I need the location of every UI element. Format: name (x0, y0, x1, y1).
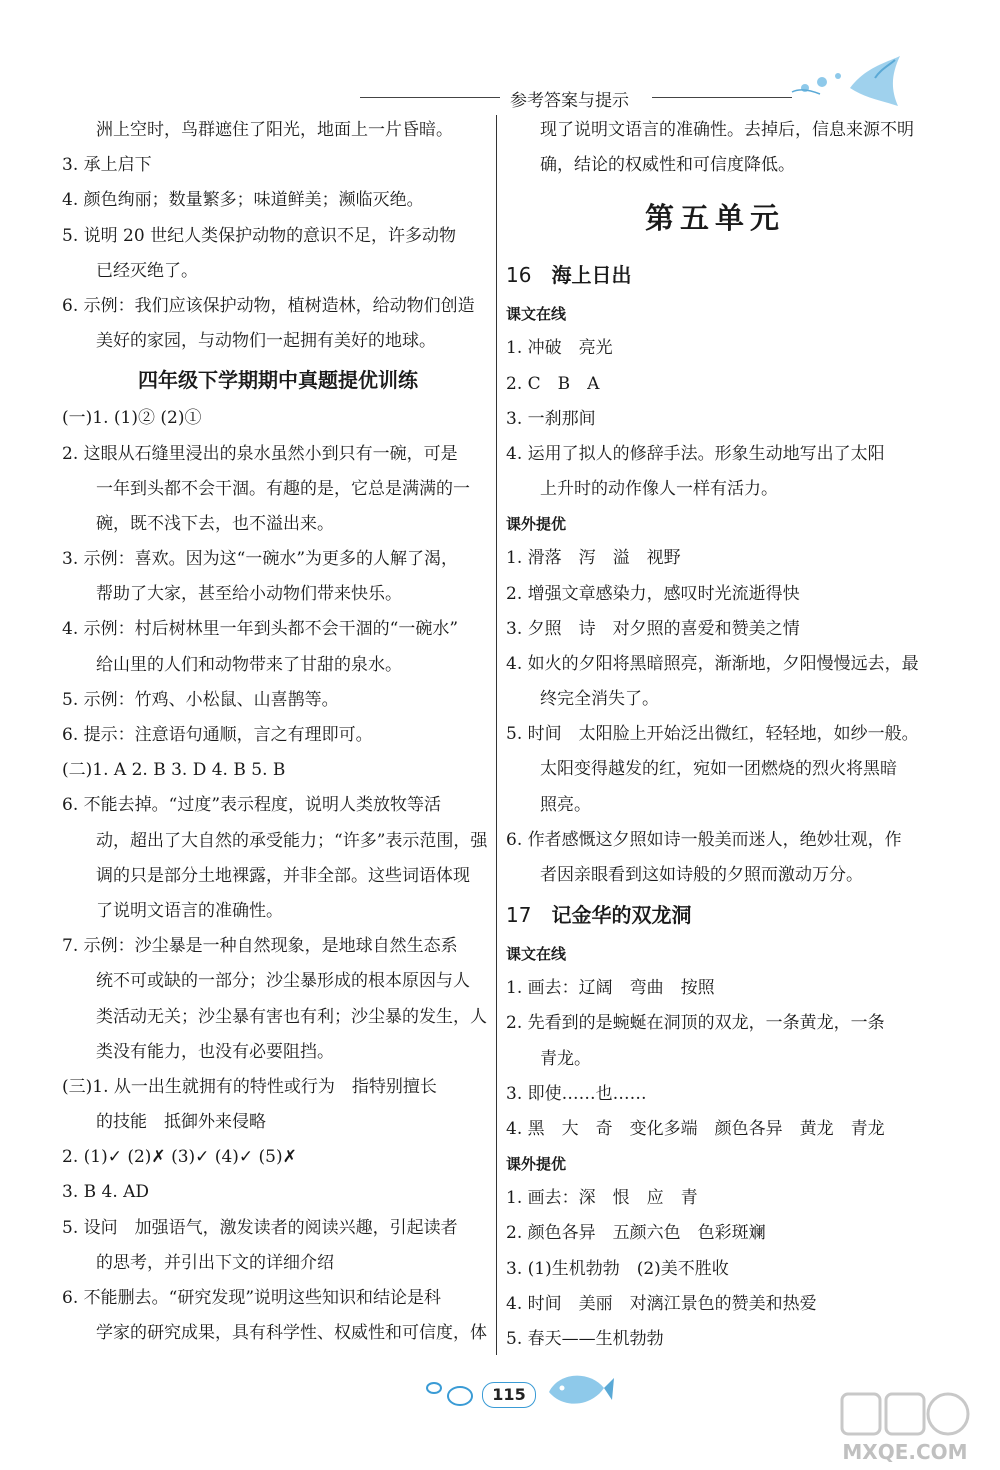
answer-line: 2. C B A (506, 373, 600, 394)
answer-line: (一)1. (1)② (2)① (62, 408, 202, 429)
answer-line: 上升时的动作像人一样有活力。 (540, 479, 778, 500)
answer-line: 了说明文语言的准确性。 (96, 900, 283, 921)
answer-line: 2. 这眼从石缝里浸出的泉水虽然小到只有一碗，可是 (62, 443, 458, 464)
answer-line: 7. 示例：沙尘暴是一种自然现象，是地球自然生态系 (62, 936, 458, 957)
answer-line: 4. 示例：村后树林里一年到头都不会干涸的“一碗水” (62, 619, 459, 640)
answer-line: 帮助了大家，甚至给小动物们带来快乐。 (96, 584, 402, 605)
page-number: 115 (482, 1382, 536, 1408)
page-header (360, 86, 800, 110)
header-title: 参考答案与提示 (510, 91, 629, 111)
answer-line: 6. 不能删去。“研究发现”说明这些知识和结论是科 (62, 1288, 442, 1308)
answer-line: 3. 示例：喜欢。因为这“一碗水”为更多的人解了渴， (62, 549, 459, 570)
answer-line: 5. 时间 太阳脸上开始泛出微红，轻轻地，如纱一般。 (506, 724, 919, 745)
page-footer (420, 1362, 620, 1422)
section-title: 四年级下学期期中真题提优训练 (138, 368, 418, 393)
answer-line: 3. 一刹那间 (506, 408, 596, 429)
answer-line: 5. 设问 加强语气，激发读者的阅读兴趣，引起读者 (62, 1217, 458, 1238)
answer-line: 青龙。 (540, 1048, 591, 1069)
header-rule-left (360, 97, 500, 98)
answer-line: (三)1. 从一出生就拥有的特性或行为 指特别擅长 (62, 1076, 437, 1097)
section-heading: 课文在线 (506, 305, 567, 324)
answer-line: 照亮。 (540, 794, 591, 815)
answer-line: 5. 说明 20 世纪人类保护动物的意识不足，许多动物 (62, 225, 457, 246)
answer-line: 给山里的人们和动物带来了甘甜的泉水。 (96, 654, 402, 675)
lesson-name: 记金华的双龙洞 (551, 903, 692, 928)
answer-line: 动，超出了大自然的承受能力；“许多”表示范围，强 (96, 830, 488, 851)
watermark-text: MXQE.COM (842, 1440, 968, 1464)
answer-line: 5. 示例：竹鸡、小松鼠、山喜鹊等。 (62, 689, 339, 710)
answer-line: 4. 如火的夕阳将黑暗照亮，渐渐地，夕阳慢慢远去，最 (506, 653, 919, 674)
lesson-number: 17 (506, 903, 532, 928)
right-column (506, 113, 924, 1357)
answer-line: 2. (1)✓ (2)✗ (3)✓ (4)✓ (5)✗ (62, 1147, 297, 1168)
answer-line: 学家的研究成果，具有科学性、权威性和可信度，体 (96, 1323, 487, 1344)
fish-decoration-icon (780, 48, 910, 118)
answer-line: 1. 滑落 泻 溢 视野 (506, 548, 681, 569)
answer-line: 调的只是部分土地裸露，并非全部。这些词语体现 (96, 865, 470, 886)
answer-line: 4. 时间 美丽 对漓江景色的赞美和热爱 (506, 1293, 817, 1314)
answer-line: 已经灭绝了。 (96, 260, 198, 281)
answer-line: 1. 冲破 亮光 (506, 338, 613, 359)
left-column (62, 113, 494, 1351)
answer-line: 6. 作者感慨这夕照如诗一般美而迷人，绝妙壮观，作 (506, 829, 902, 850)
answer-line: 2. 颜色各异 五颜六色 色彩斑斓 (506, 1223, 766, 1244)
answer-line: 2. 先看到的是蜿蜒在洞顶的双龙，一条黄龙，一条 (506, 1013, 885, 1034)
answer-line: 的思考，并引出下文的详细介绍 (96, 1252, 334, 1273)
text-line: 确，结论的权威性和可信度降低。 (540, 155, 795, 176)
text-line: 现了说明文语言的准确性。去掉后，信息来源不明 (540, 120, 914, 140)
answer-line: 一年到头都不会干涸。有趣的是，它总是满满的一 (96, 478, 470, 499)
section-heading: 课外提优 (506, 515, 567, 534)
bubbles-icon (420, 1376, 480, 1410)
watermark-logo-icon (840, 1388, 970, 1440)
lesson-name: 海上日出 (551, 263, 632, 288)
answer-line: 终完全消失了。 (540, 689, 659, 710)
header-rule-right (652, 97, 792, 98)
answer-line: 太阳变得越发的红，宛如一团燃烧的烈火将黑暗 (540, 759, 897, 780)
answer-line: 6. 示例：我们应该保护动物，植树造林，给动物们创造 (62, 295, 475, 316)
answer-line: 3. 即使……也…… (506, 1083, 647, 1104)
answer-line: 洲上空时，鸟群遮住了阳光，地面上一片昏暗。 (96, 120, 453, 140)
answer-line: 类没有能力，也没有必要阻挡。 (96, 1041, 334, 1062)
answer-line: (二)1. A 2. B 3. D 4. B 5. B (62, 760, 286, 781)
section-heading: 课外提优 (506, 1155, 567, 1174)
answer-line: 6. 不能去掉。“过度”表示程度，说明人类放牧等活 (62, 795, 442, 816)
answer-line: 碗，既不浅下去，也不溢出来。 (96, 513, 334, 534)
answer-line: 美好的家园，与动物们一起拥有美好的地球。 (96, 331, 436, 352)
lesson-number: 16 (506, 263, 532, 288)
answer-line: 3. B 4. AD (62, 1182, 150, 1203)
answer-line: 类活动无关；沙尘暴有害也有利；沙尘暴的发生，人 (96, 1006, 487, 1027)
answer-line: 4. 颜色绚丽；数量繁多；味道鲜美；濒临灭绝。 (62, 190, 424, 211)
answer-line: 统不可或缺的一部分；沙尘暴形成的根本原因与人 (96, 971, 470, 992)
answer-line: 3. 夕照 诗 对夕照的喜爱和赞美之情 (506, 618, 800, 639)
fish-decoration-icon (544, 1366, 614, 1416)
answer-line: 1. 画去：深 恨 应 青 (506, 1188, 698, 1209)
answer-line: 6. 提示：注意语句通顺，言之有理即可。 (62, 725, 373, 745)
answer-line: 5. 春天——生机勃勃 (506, 1328, 664, 1349)
answer-line: 1. 画去：辽阔 弯曲 按照 (506, 978, 715, 999)
lesson-16-title (506, 253, 924, 297)
answer-line: 2. 增强文章感染力，感叹时光流逝得快 (506, 583, 800, 604)
answer-line: 的技能 抵御外来侵略 (96, 1112, 266, 1133)
answer-line: 3. (1)生机勃勃 (2)美不胜收 (506, 1258, 729, 1279)
answer-line: 者因亲眼看到这如诗般的夕照而激动万分。 (540, 865, 863, 885)
column-divider (496, 115, 497, 1355)
answer-line: 4. 黑 大 奇 变化多端 颜色各异 黄龙 青龙 (506, 1118, 885, 1139)
section-heading: 课文在线 (506, 945, 567, 964)
answer-line: 4. 运用了拟人的修辞手法。形象生动地写出了太阳 (506, 443, 885, 464)
answer-line: 3. 承上启下 (62, 155, 152, 176)
unit-title: 第五单元 (644, 201, 785, 236)
watermark (820, 1388, 990, 1464)
lesson-17-title (506, 893, 924, 937)
